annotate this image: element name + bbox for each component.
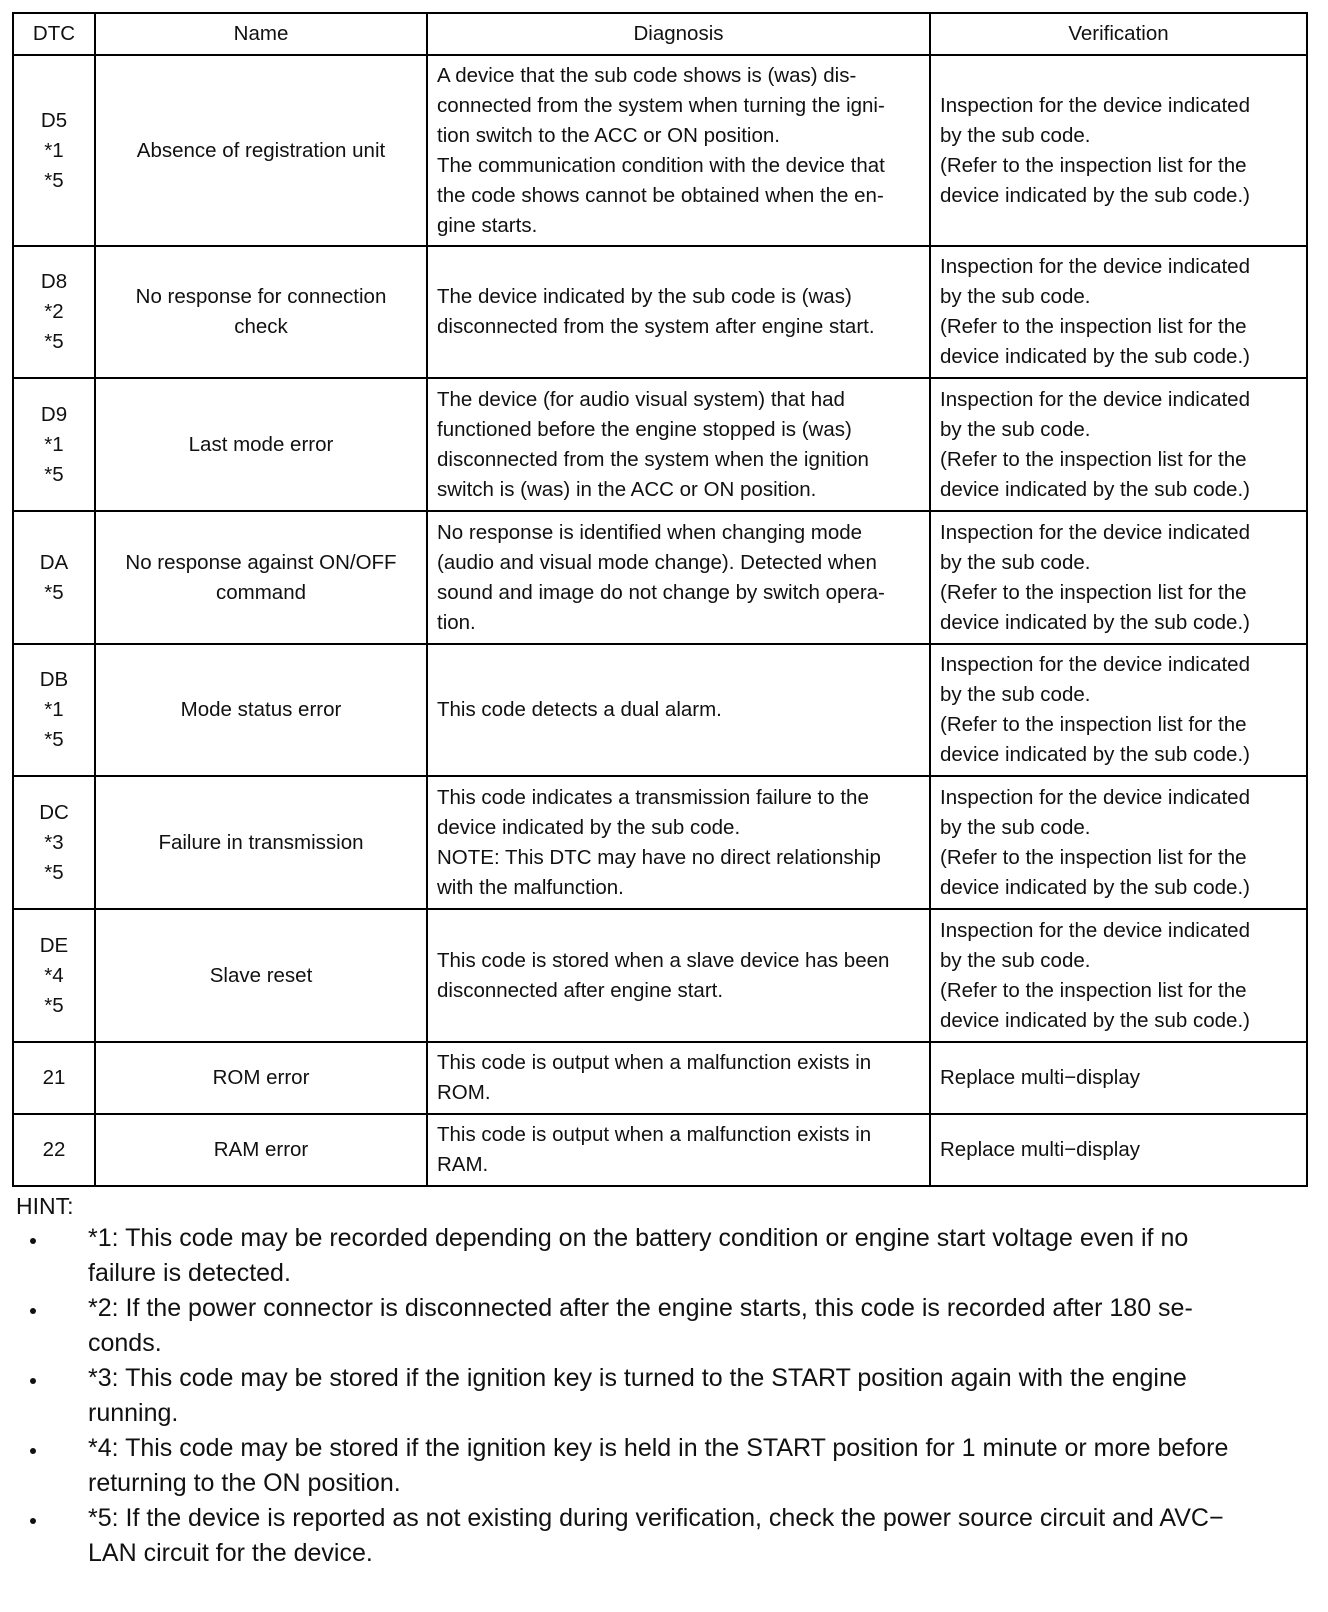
dtc-cell-text	[22, 106, 86, 196]
cell-line: DA	[39, 550, 69, 574]
cell-line: RAM.	[437, 1153, 489, 1176]
hint-note-line: failure is detected.	[88, 1259, 291, 1287]
cell-line: *4	[44, 963, 64, 987]
cell-line: A device that the sub code shows is (was) dis-	[437, 63, 857, 87]
cell-line: *5	[44, 728, 64, 751]
hint-note-line: *2: If the power connector is disconnected after the engine starts, this code is recorded after 180 se-	[88, 1294, 1193, 1322]
cell-line: device indicated by the sub code.)	[940, 743, 1250, 766]
cell-line: gine starts.	[437, 213, 538, 237]
hint-note	[16, 1291, 1314, 1361]
dtc-cell-text	[22, 931, 86, 1021]
diagnosis-cell	[427, 776, 930, 909]
hint-note-line: conds.	[88, 1329, 162, 1357]
diagnosis-cell-text	[437, 946, 920, 1006]
diagnosis-cell-text	[437, 385, 920, 505]
verification-cell	[930, 246, 1307, 378]
cell-line: ROM error	[212, 1066, 310, 1089]
dtc-cell-text	[22, 400, 86, 490]
cell-line: Inspection for the device indicated	[940, 255, 1250, 278]
dtc-cell	[13, 909, 95, 1042]
dtc-cell	[13, 776, 95, 909]
verification-cell	[930, 776, 1307, 909]
name-cell-text	[104, 1063, 418, 1093]
dtc-cell	[13, 511, 95, 644]
cell-line: tion.	[437, 610, 476, 634]
cell-line: Inspection for the device indicated	[940, 387, 1250, 411]
table-row	[13, 1042, 1307, 1114]
diagnosis-cell-text	[437, 1048, 920, 1108]
cell-line: (Refer to the inspection list for the	[940, 447, 1247, 471]
table-row	[13, 909, 1307, 1042]
cell-line: *5	[44, 860, 64, 884]
cell-line: D5	[40, 108, 68, 132]
verification-cell-text	[940, 91, 1297, 211]
cell-line: device indicated by the sub code.)	[940, 1008, 1250, 1032]
diagnosis-cell	[427, 378, 930, 511]
hint-note-line: *3: This code may be stored if the ignition key is turned to the START position again with the engine	[88, 1364, 1187, 1392]
cell-line: connected from the system when turning the igni-	[437, 93, 885, 117]
cell-line: The device indicated by the sub code is (was)	[437, 285, 852, 308]
cell-line: Replace multi−display	[940, 1066, 1140, 1089]
cell-line: device indicated by the sub code.)	[940, 875, 1250, 899]
cell-line: Absence of registration unit	[136, 138, 386, 162]
cell-line: *2	[44, 300, 64, 323]
cell-line: D8	[40, 270, 68, 293]
cell-line: *1	[44, 432, 64, 456]
verification-cell-text	[940, 518, 1297, 638]
cell-line: Replace multi−display	[940, 1138, 1140, 1161]
cell-line: This code indicates a transmission failure to the	[437, 785, 869, 809]
dtc-cell	[13, 1114, 95, 1186]
table-row	[13, 55, 1307, 246]
cell-line: by the sub code.	[940, 417, 1091, 441]
cell-line: Inspection for the device indicated	[940, 93, 1250, 117]
dtc-table	[12, 12, 1308, 1187]
diagnosis-cell-text	[437, 282, 920, 342]
verification-cell	[930, 55, 1307, 246]
cell-line: with the malfunction.	[437, 875, 624, 899]
verification-cell	[930, 1114, 1307, 1186]
cell-line: Inspection for the device indicated	[940, 785, 1250, 809]
cell-line: No response for connection	[135, 285, 387, 308]
table-header-row	[13, 13, 1307, 55]
cell-line: *3	[44, 830, 64, 854]
diagnosis-cell	[427, 511, 930, 644]
cell-line: D9	[40, 402, 68, 426]
verification-cell	[930, 378, 1307, 511]
cell-line: (Refer to the inspection list for the	[940, 713, 1247, 736]
cell-line: 21	[42, 1066, 66, 1089]
hint-note-line: *1: This code may be recorded depending on the battery condition or engine start voltage even if no	[88, 1224, 1189, 1252]
name-cell	[95, 246, 427, 378]
cell-line: device indicated by the sub code.)	[940, 183, 1250, 207]
name-cell	[95, 511, 427, 644]
dtc-cell	[13, 644, 95, 776]
cell-line: Slave reset	[209, 963, 313, 987]
hint-note-line: LAN circuit for the device.	[88, 1539, 373, 1567]
verification-cell-text	[940, 916, 1297, 1036]
cell-line: (Refer to the inspection list for the	[940, 580, 1247, 604]
diagnosis-cell	[427, 644, 930, 776]
dtc-cell-text	[22, 548, 86, 608]
cell-line: The device (for audio visual system) that had	[437, 387, 845, 411]
cell-line: This code is output when a malfunction exists in	[437, 1051, 872, 1074]
verification-cell	[930, 1042, 1307, 1114]
cell-line: check	[234, 315, 288, 338]
cell-line: DB	[39, 668, 69, 691]
dtc-cell	[13, 1042, 95, 1114]
cell-line: by the sub code.	[940, 123, 1091, 147]
name-cell	[95, 378, 427, 511]
name-cell-text	[104, 828, 418, 858]
dtc-cell-text	[22, 1135, 86, 1165]
name-cell	[95, 776, 427, 909]
hint-note	[16, 1501, 1314, 1571]
dtc-cell-text	[22, 267, 86, 357]
cell-line: device indicated by the sub code.	[437, 815, 741, 839]
cell-line: (Refer to the inspection list for the	[940, 315, 1247, 338]
cell-line: (Refer to the inspection list for the	[940, 153, 1247, 177]
verification-cell	[930, 909, 1307, 1042]
cell-line: device indicated by the sub code.)	[940, 345, 1250, 368]
diagnosis-cell	[427, 1114, 930, 1186]
cell-line: command	[215, 580, 306, 604]
cell-line: switch is (was) in the ACC or ON position.	[437, 477, 817, 501]
name-cell-text	[104, 1135, 418, 1165]
cell-line: tion switch to the ACC or ON position.	[437, 123, 780, 147]
cell-line: Inspection for the device indicated	[940, 918, 1250, 942]
cell-line: disconnected after engine start.	[437, 978, 724, 1002]
diagnosis-cell	[427, 1042, 930, 1114]
cell-line: No response against ON/OFF	[125, 550, 397, 574]
table-body	[13, 55, 1307, 1186]
header-diagnosis: Diagnosis	[427, 13, 930, 55]
hint-note-line: returning to the ON position.	[88, 1469, 401, 1497]
diagnosis-cell-text	[437, 61, 920, 241]
dtc-cell-text	[22, 798, 86, 888]
cell-line: device indicated by the sub code.)	[940, 610, 1250, 634]
cell-line: *5	[44, 993, 64, 1017]
cell-line: *5	[44, 462, 64, 486]
diagnosis-cell	[427, 55, 930, 246]
cell-line: by the sub code.	[940, 550, 1091, 574]
name-cell-text	[104, 136, 418, 166]
cell-line: RAM error	[213, 1138, 309, 1161]
dtc-cell-text	[22, 665, 86, 755]
cell-line: by the sub code.	[940, 815, 1091, 839]
hint-title: HINT:	[16, 1193, 74, 1219]
hint-note-line: *4: This code may be stored if the ignition key is held in the START position for 1 minute or more before	[88, 1434, 1229, 1462]
hint-notes-list	[16, 1221, 1314, 1571]
header-name: Name	[95, 13, 427, 55]
name-cell	[95, 55, 427, 246]
verification-cell-text	[940, 385, 1297, 505]
verification-cell-text	[940, 783, 1297, 903]
name-cell-text	[104, 430, 418, 460]
name-cell-text	[104, 961, 418, 991]
verification-cell-text	[940, 1135, 1297, 1165]
header-dtc: DTC	[13, 13, 95, 55]
cell-line: Last mode error	[188, 432, 334, 456]
cell-line: The communication condition with the device that	[437, 153, 885, 177]
cell-line: by the sub code.	[940, 948, 1091, 972]
table-row	[13, 246, 1307, 378]
hint-note	[16, 1221, 1314, 1291]
cell-line: ROM.	[437, 1081, 491, 1104]
diagnosis-cell	[427, 246, 930, 378]
table-row	[13, 511, 1307, 644]
cell-line: *5	[44, 580, 64, 604]
cell-line: device indicated by the sub code.)	[940, 477, 1250, 501]
cell-line: This code is output when a malfunction exists in	[437, 1123, 872, 1146]
name-cell	[95, 1114, 427, 1186]
hint-note	[16, 1431, 1314, 1501]
verification-cell	[930, 511, 1307, 644]
cell-line: by the sub code.	[940, 683, 1091, 706]
cell-line: This code detects a dual alarm.	[437, 698, 722, 721]
hint-section	[12, 1191, 1314, 1571]
hint-note-line: *5: If the device is reported as not existing during verification, check the power source circuit and AVC−	[88, 1504, 1224, 1532]
cell-line: functioned before the engine stopped is (was)	[437, 417, 852, 441]
name-cell-text	[104, 548, 418, 608]
cell-line: *1	[44, 138, 64, 162]
cell-line: 22	[42, 1138, 66, 1161]
verification-cell	[930, 644, 1307, 776]
dtc-cell-text	[22, 1063, 86, 1093]
hint-note	[16, 1361, 1314, 1431]
cell-line: Inspection for the device indicated	[940, 653, 1250, 676]
cell-line: disconnected from the system after engine start.	[437, 315, 875, 338]
cell-line: (audio and visual mode change). Detected when	[437, 550, 877, 574]
diagnosis-cell-text	[437, 783, 920, 903]
cell-line: the code shows cannot be obtained when the en-	[437, 183, 884, 207]
cell-line: *5	[44, 330, 64, 353]
cell-line: by the sub code.	[940, 285, 1091, 308]
cell-line: disconnected from the system when the ignition	[437, 447, 869, 471]
cell-line: NOTE: This DTC may have no direct relationship	[437, 845, 881, 869]
cell-line: sound and image do not change by switch opera-	[437, 580, 885, 604]
document-page	[12, 12, 1314, 1571]
cell-line: This code is stored when a slave device has been	[437, 948, 890, 972]
hint-note-line: running.	[88, 1399, 179, 1427]
diagnosis-cell	[427, 909, 930, 1042]
name-cell-text	[104, 695, 418, 725]
name-cell	[95, 909, 427, 1042]
table-row	[13, 644, 1307, 776]
cell-line: DE	[39, 933, 69, 957]
name-cell	[95, 644, 427, 776]
diagnosis-cell-text	[437, 1120, 920, 1180]
cell-line: DC	[39, 800, 69, 824]
cell-line: No response is identified when changing mode	[437, 520, 863, 544]
header-verification: Verification	[930, 13, 1307, 55]
cell-line: (Refer to the inspection list for the	[940, 845, 1247, 869]
diagnosis-cell-text	[437, 695, 920, 725]
verification-cell-text	[940, 252, 1297, 372]
table-row	[13, 1114, 1307, 1186]
table-row	[13, 378, 1307, 511]
dtc-cell	[13, 378, 95, 511]
table-row	[13, 776, 1307, 909]
verification-cell-text	[940, 650, 1297, 770]
cell-line: (Refer to the inspection list for the	[940, 978, 1247, 1002]
dtc-cell	[13, 55, 95, 246]
cell-line: Mode status error	[180, 698, 342, 721]
cell-line: *1	[44, 698, 64, 721]
diagnosis-cell-text	[437, 518, 920, 638]
verification-cell-text	[940, 1063, 1297, 1093]
name-cell-text	[104, 282, 418, 342]
dtc-cell	[13, 246, 95, 378]
cell-line: Failure in transmission	[158, 830, 364, 854]
cell-line: Inspection for the device indicated	[940, 520, 1250, 544]
name-cell	[95, 1042, 427, 1114]
cell-line: *5	[44, 168, 64, 192]
